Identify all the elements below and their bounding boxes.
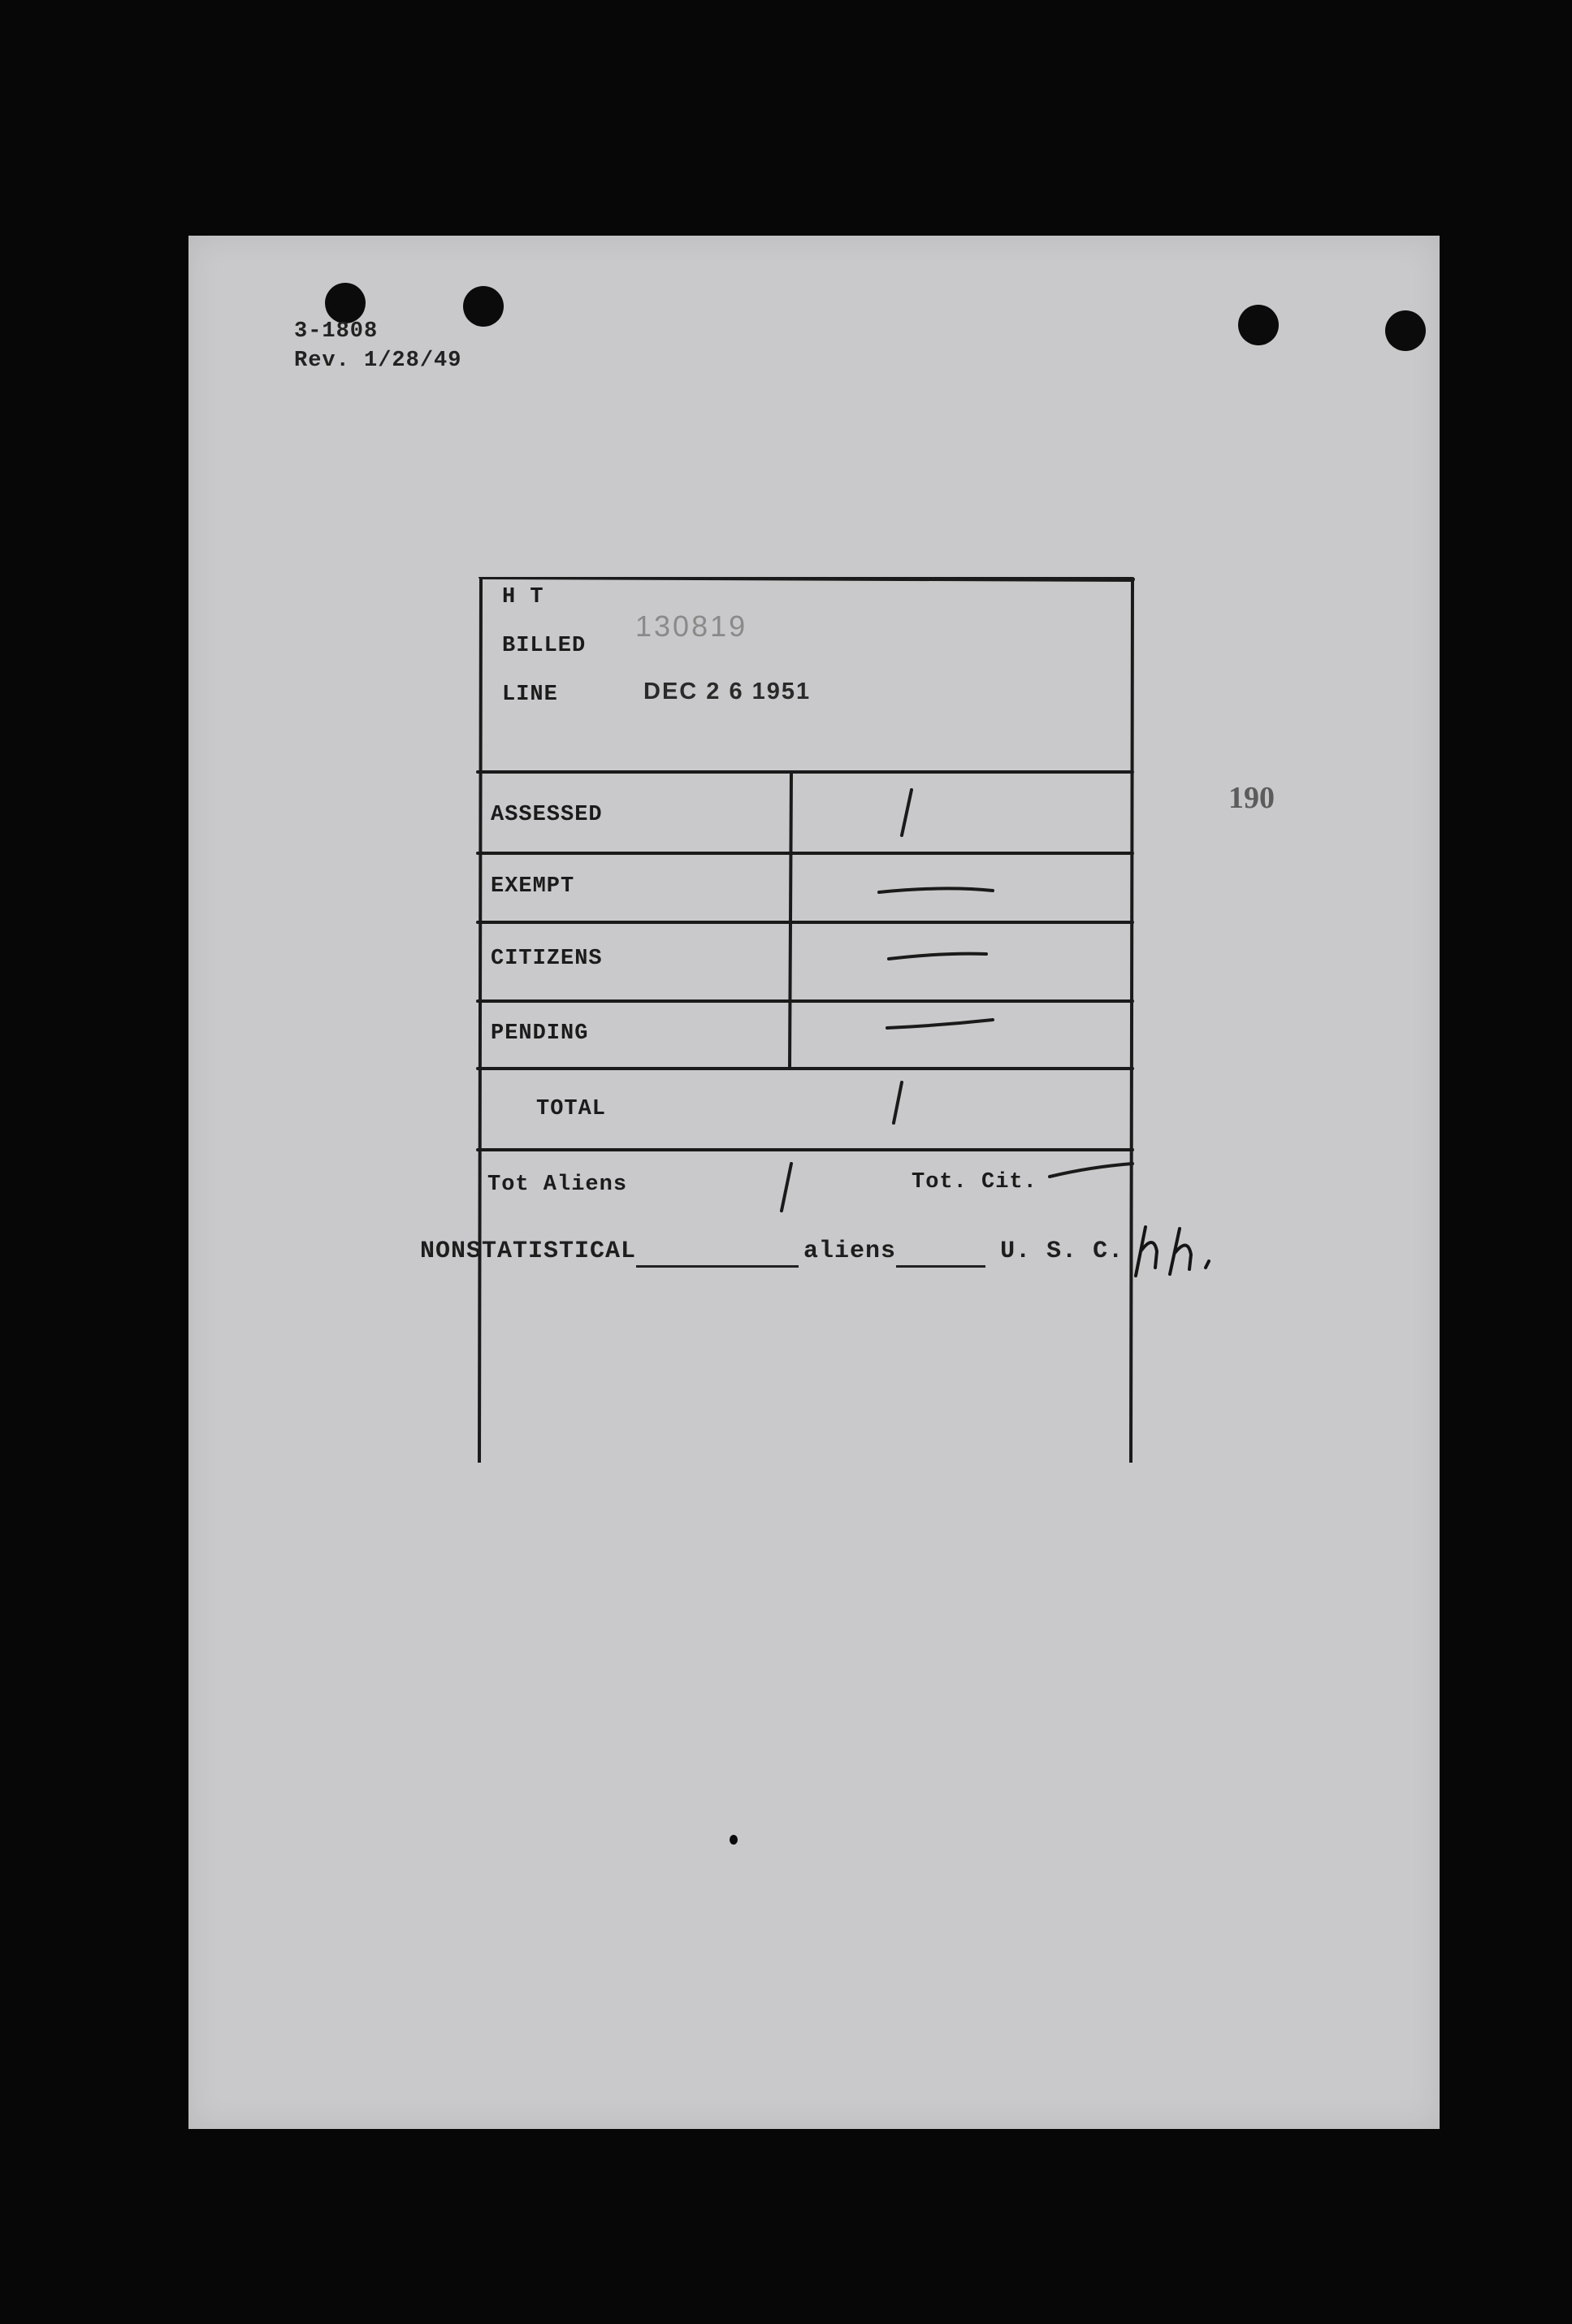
initials-signature — [1121, 1219, 1235, 1284]
citizens-dash — [889, 954, 986, 959]
stamp-serial: 130819 — [635, 609, 748, 643]
form-number-block — [294, 317, 461, 375]
stamp-header-line: LINE — [502, 683, 558, 707]
stamp-header-ht: H T — [502, 585, 544, 609]
total-label: TOTAL — [536, 1097, 607, 1121]
row-label-citizens: CITIZENS — [491, 947, 603, 971]
punch-hole — [463, 286, 504, 327]
stray-dot — [730, 1835, 738, 1845]
total-tick — [894, 1082, 902, 1123]
exempt-dash — [879, 888, 993, 892]
tally-stamp — [473, 577, 1165, 1463]
nonstatistical-blank — [636, 1238, 799, 1268]
row-label-pending: PENDING — [491, 1021, 589, 1046]
usc-label: U. S. C. — [1000, 1238, 1124, 1265]
form-number: 3-1808 — [294, 319, 379, 344]
tot-cit-dash — [1050, 1164, 1132, 1177]
aliens-label: aliens — [803, 1238, 897, 1265]
pending-dash — [887, 1020, 993, 1028]
punch-hole — [1385, 310, 1426, 351]
document-page — [188, 236, 1440, 2129]
tot-aliens-label: Tot Aliens — [487, 1173, 628, 1197]
tot-cit-label: Tot. Cit. — [912, 1170, 1037, 1195]
tot-aliens-tick — [782, 1164, 791, 1211]
handwritten-marks — [473, 577, 1165, 1463]
row-label-exempt: EXEMPT — [491, 874, 575, 899]
side-number: 190 — [1228, 781, 1275, 815]
stamp-header-billed: BILLED — [502, 634, 587, 658]
nonstatistical-label: NONSTATISTICAL — [420, 1238, 637, 1265]
punch-hole — [1238, 305, 1279, 345]
form-revision: Rev. 1/28/49 — [294, 349, 462, 373]
assessed-tick — [902, 790, 912, 835]
aliens-blank — [896, 1238, 985, 1268]
row-label-assessed: ASSESSED — [491, 803, 603, 827]
nonstatistical-line — [420, 1238, 1124, 1268]
stamp-date: DEC 2 6 1951 — [643, 679, 812, 705]
